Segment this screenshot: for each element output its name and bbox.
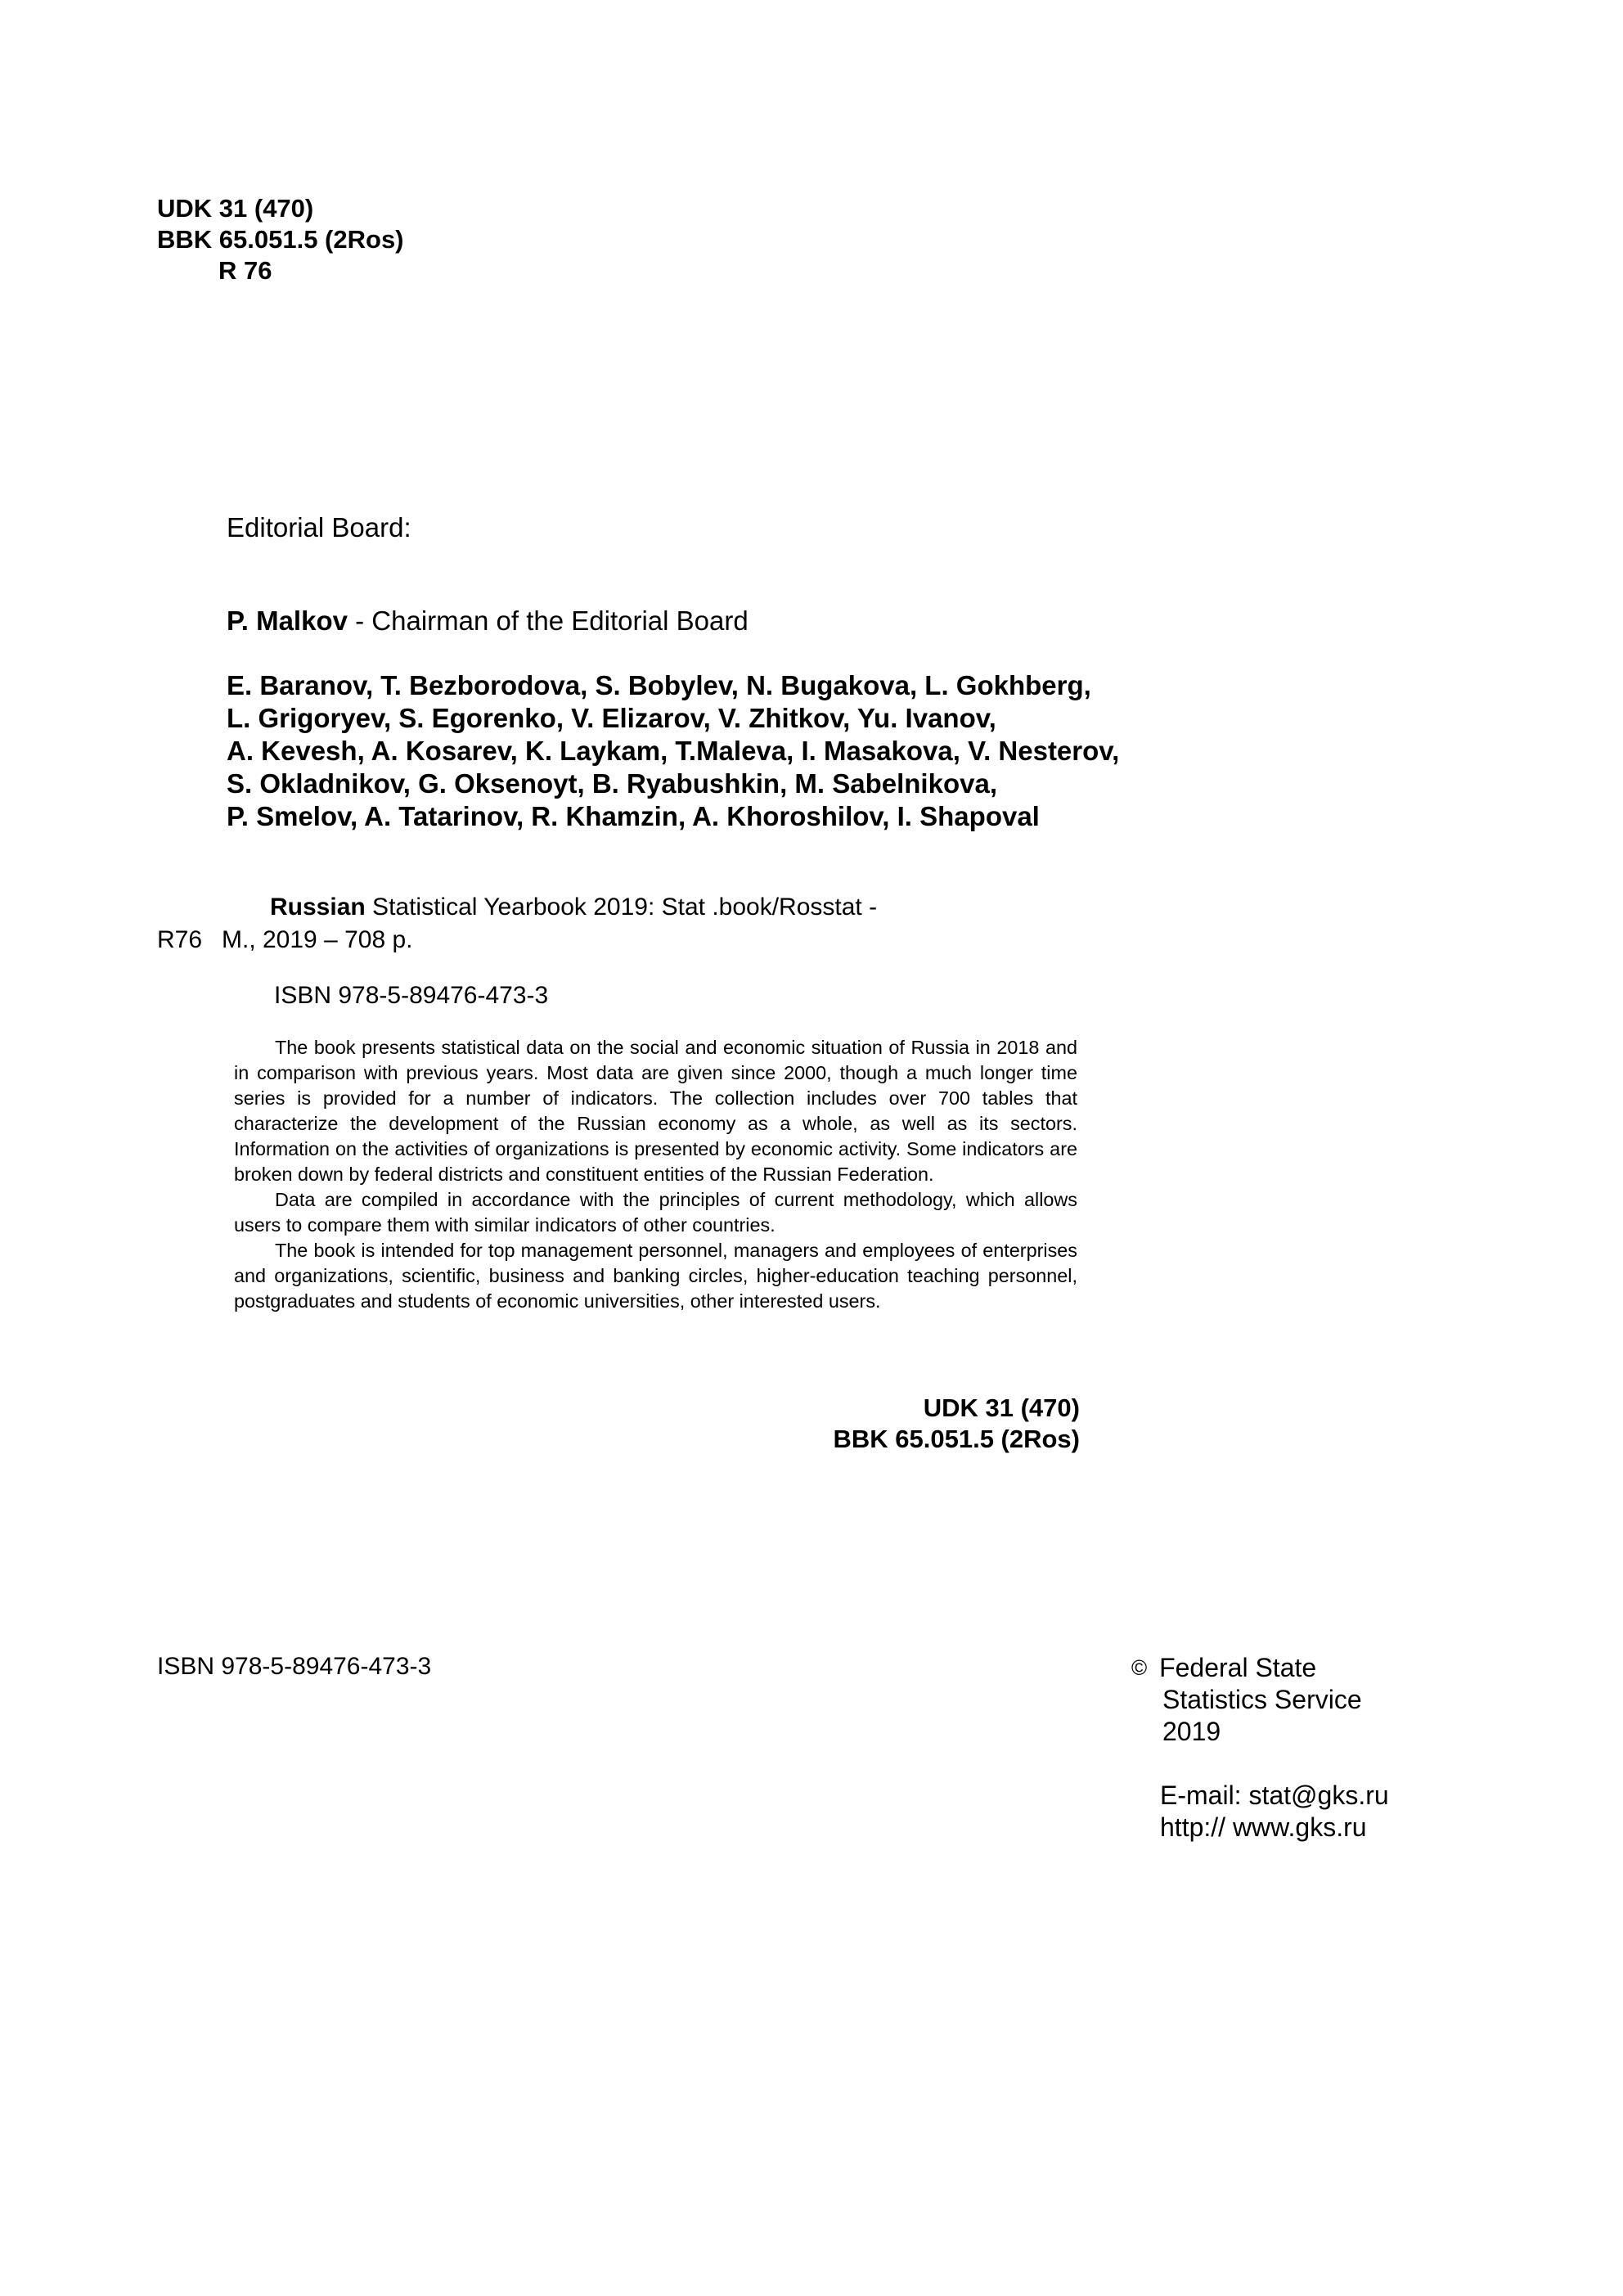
copyright-line: Federal State bbox=[1159, 1653, 1317, 1682]
author-mark: R 76 bbox=[218, 256, 272, 285]
bibliographic-mark: R76 bbox=[157, 926, 203, 953]
chairman-name: P. Malkov bbox=[227, 606, 348, 636]
classification-right-block bbox=[736, 1393, 1080, 1455]
copyright-symbol: © bbox=[1131, 1655, 1148, 1680]
udk-code: UDK 31 (470) bbox=[157, 194, 314, 223]
copyright-line: 2019 bbox=[1162, 1717, 1221, 1746]
copyright-line: Statistics Service bbox=[1162, 1685, 1362, 1714]
bibliographic-isbn: ISBN 978-5-89476-473-3 bbox=[274, 982, 549, 1009]
members-line: L. Grigoryev, S. Egorenko, V. Elizarov, V. Zhitkov, Yu. Ivanov, bbox=[227, 703, 996, 733]
title-rest: Statistical Yearbook 2019: Stat .book/Rosstat - bbox=[365, 894, 878, 921]
chairman-line bbox=[227, 606, 749, 637]
website-link[interactable]: http:// www.gks.ru bbox=[1160, 1812, 1367, 1842]
classification-block bbox=[157, 193, 404, 286]
contact-block bbox=[1160, 1780, 1389, 1844]
members-line: P. Smelov, A. Tatarinov, R. Khamzin, A. Khoroshilov, I. Shapoval bbox=[227, 801, 1040, 831]
footer-isbn: ISBN 978-5-89476-473-3 bbox=[157, 1653, 432, 1680]
members-line: A. Kevesh, A. Kosarev, K. Laykam, T.Maleva, I. Masakova, V. Nesterov, bbox=[227, 736, 1120, 766]
annotation-paragraph: The book presents statistical data on the social and economic situation of Russia in 2018 and in comparison with previous years. Most data are given since 2000, though a much longer time series is provided for a number of indicators. The collection includes over 700 tables that characterize the development of the Russian economy as a whole, as well as its sectors. Information on the activities of organizations is presented by economic activity. Some indicators are broken down by federal districts and constituent entities of the Russian Federation. bbox=[234, 1037, 1077, 1185]
copyright-block bbox=[1131, 1652, 1362, 1748]
editorial-board-members bbox=[227, 669, 1119, 833]
annotation bbox=[234, 1035, 1077, 1314]
bibliographic-title bbox=[270, 894, 877, 921]
title-bold: Russian bbox=[270, 894, 366, 921]
chairman-role: - Chairman of the Editorial Board bbox=[347, 606, 749, 636]
udk-code-right: UDK 31 (470) bbox=[923, 1393, 1080, 1422]
email-link[interactable]: E-mail: stat@gks.ru bbox=[1160, 1781, 1389, 1810]
members-line: E. Baranov, T. Bezborodova, S. Bobylev, N. Bugakova, L. Gokhberg, bbox=[227, 670, 1091, 700]
annotation-paragraph: Data are compiled in accordance with the principles of current methodology, which allows users to compare them with similar indicators of other countries. bbox=[234, 1189, 1077, 1236]
annotation-paragraph: The book is intended for top management personnel, managers and employees of enterprises and organizations, scientific, business and banking circles, higher-education teaching personnel, postgraduates and students of economic universities, other interested users. bbox=[234, 1240, 1077, 1312]
members-line: S. Okladnikov, G. Oksenoyt, B. Ryabushkin, M. Sabelnikova, bbox=[227, 768, 997, 799]
bbk-code-right: BBK 65.051.5 (2Ros) bbox=[833, 1425, 1080, 1453]
bbk-code: BBK 65.051.5 (2Ros) bbox=[157, 225, 404, 254]
editorial-board-label: Editorial Board: bbox=[227, 512, 411, 542]
bibliographic-imprint: M., 2019 – 708 p. bbox=[222, 926, 413, 953]
